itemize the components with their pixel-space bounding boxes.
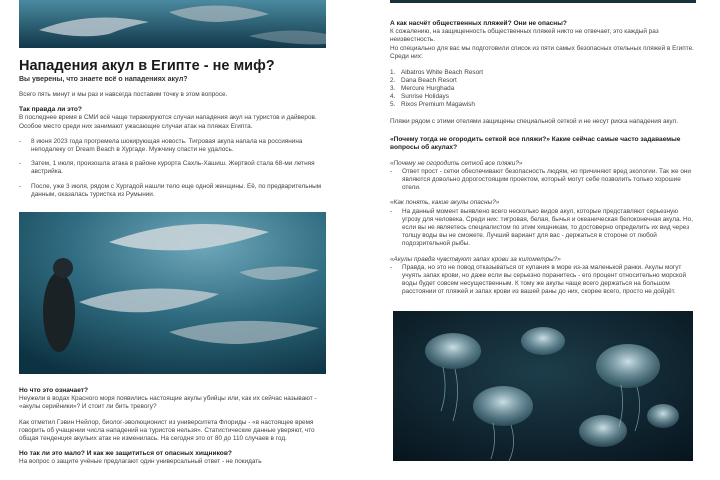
section-text-protection: На вопрос о защите учёные предлагают один универсальный ответ - не покидать (19, 458, 262, 466)
faq-answer: - На данный момент выявлено всего несколько видов акул, которые представляют серьезную угрозу для человека. Среди них: тигровая, белая, бычья и океаническая белоконечная акула. Но, если вы не являетесь специалистом по этим хищникам, то достоверно определить их вид через толщу воды вы не сможете. Лучший вариант для вас - держаться в стороне от любой подозрительной рыбы. (390, 208, 696, 249)
hotel-item: 4. Sunrise Holidays (390, 93, 449, 101)
fact-item: - 8 июня 2023 года прогремела шокирующая новость. Тигровая акула напала на россиянина неподалеку от Dream Beach в Хургаде. Мужчину спасти не удалось. (19, 138, 326, 154)
faq-item (390, 199, 696, 248)
hotel-list-intro: Но специально для вас мы подготовили список из пяти самых безопасных отельных пляжей в Египте. Среди них: (390, 44, 694, 60)
faq-answer: - Ответ прост - сетки обеспечивают безопасность людям, но причиняют вред экологии. Так же они являются довольно дорогостоящим проектом, который могут себе позволить только хорошие отели. (390, 168, 696, 193)
fact-item: - После, уже 3 июля, рядом с Хургадой нашли тело еще одной женщины. Её, по предварительным данным, оказалась туристка из Румынии. (19, 183, 326, 199)
right-column (390, 0, 696, 461)
section-text-meaning: Неужели в водах Красного моря появились настоящие акулы убийцы или, как их сейчас называют - «акулы серийники»? И стоит ли бить тревогу? (19, 395, 317, 411)
jellyfish-photo (393, 311, 693, 461)
jellyfish-photo-svg (393, 311, 693, 461)
left-column (19, 0, 326, 467)
section-heading-meaning: Но что это означает? (19, 387, 89, 395)
faq-question: «Как понять, какие акулы опасны?» (390, 199, 500, 207)
expert-quote-text: Как отметил Гэвин Нейлор, биолог-эволюционист из университета Флориды - «в настоящее время говорить об учащении числа нападений на туристов нельзя». Статистические данные уверяют, что общая тенденция акульих атак не изменилась. На сегодня это от 80 до 110 случаев в год. (19, 418, 315, 443)
hotel-item: 3. Mercure Hurghada (390, 85, 455, 93)
faq-heading: «Почему тогда не огородить сеткой все пляжи?» Какие сейчас самые часто задаваемые вопросы об акулах? (390, 136, 681, 152)
shark-photo (19, 0, 326, 48)
faq-item (390, 160, 696, 193)
intro-text: Всего пять минут и мы раз и навсегда поставим точку в этом вопросе. (19, 91, 228, 98)
diver-with-sharks-photo (19, 212, 326, 374)
page-subtitle: Вы уверены, что знаете всё о нападениях акул? (19, 76, 188, 83)
net-protection-text: Пляжи рядом с этими отелями защищены специальной сеткой и не несут риска нападения акул. (390, 118, 678, 126)
faq-question: «Акулы правда чувствуют запах крови за километры?» (390, 255, 561, 263)
hotel-item: 5. Rixos Premium Magawish (390, 101, 475, 109)
hotel-item: 2. Dana Beach Resort (390, 77, 457, 85)
faq-question: «Почему не огородить сеткой все пляжи?» (390, 159, 523, 167)
section-heading-truth: Так правда ли это? (19, 106, 82, 114)
section-heading-public-beaches: А как насчёт общественных пляжей? Они не опасны? (390, 20, 567, 27)
hotel-list (390, 69, 696, 109)
faq-answer: - Правда, но это не повод отказываться от купания в море из-за маленькой ранки. Акулы могут учуять запах крови, но даже если вы серьезно поранитесь - его процент относительно морской воды будет совсем несущественным. К тому же акулы чаще всего держаться на большом расстоянии от пляжей и запах крови из вашей раны до них, скорее всего, просто не дойдёт. (390, 264, 696, 297)
fact-item: - Затем, 1 июля, произошла атака в районе курорта Сахль-Хашиш. Жертвой стала 68-ми летняя австрийка. (19, 160, 326, 176)
page-title: Нападения акул в Египте - не миф? (19, 58, 275, 74)
hotel-item: 1. Albatros White Beach Resort (390, 69, 484, 77)
section-text-truth: В последнее время в СМИ всё чаще тиражируются случаи нападения акул на туристов и дайверов. Особое место среди них занимают ужасающие случаи атак на пляжах Египта. (19, 114, 317, 130)
section-heading-protection: Но так ли это мало? И как же защититься от опасных хищников? (19, 450, 232, 458)
facts-list (19, 138, 326, 199)
public-beaches-text: К сожалению, на защищенность общественных пляжей никто не отвечает, это каждый раз неизвестность. (390, 28, 659, 44)
diver-photo-svg (19, 212, 326, 374)
top-image-strip (390, 0, 696, 3)
shark-photo-svg (19, 0, 326, 48)
faq-item (390, 256, 696, 297)
